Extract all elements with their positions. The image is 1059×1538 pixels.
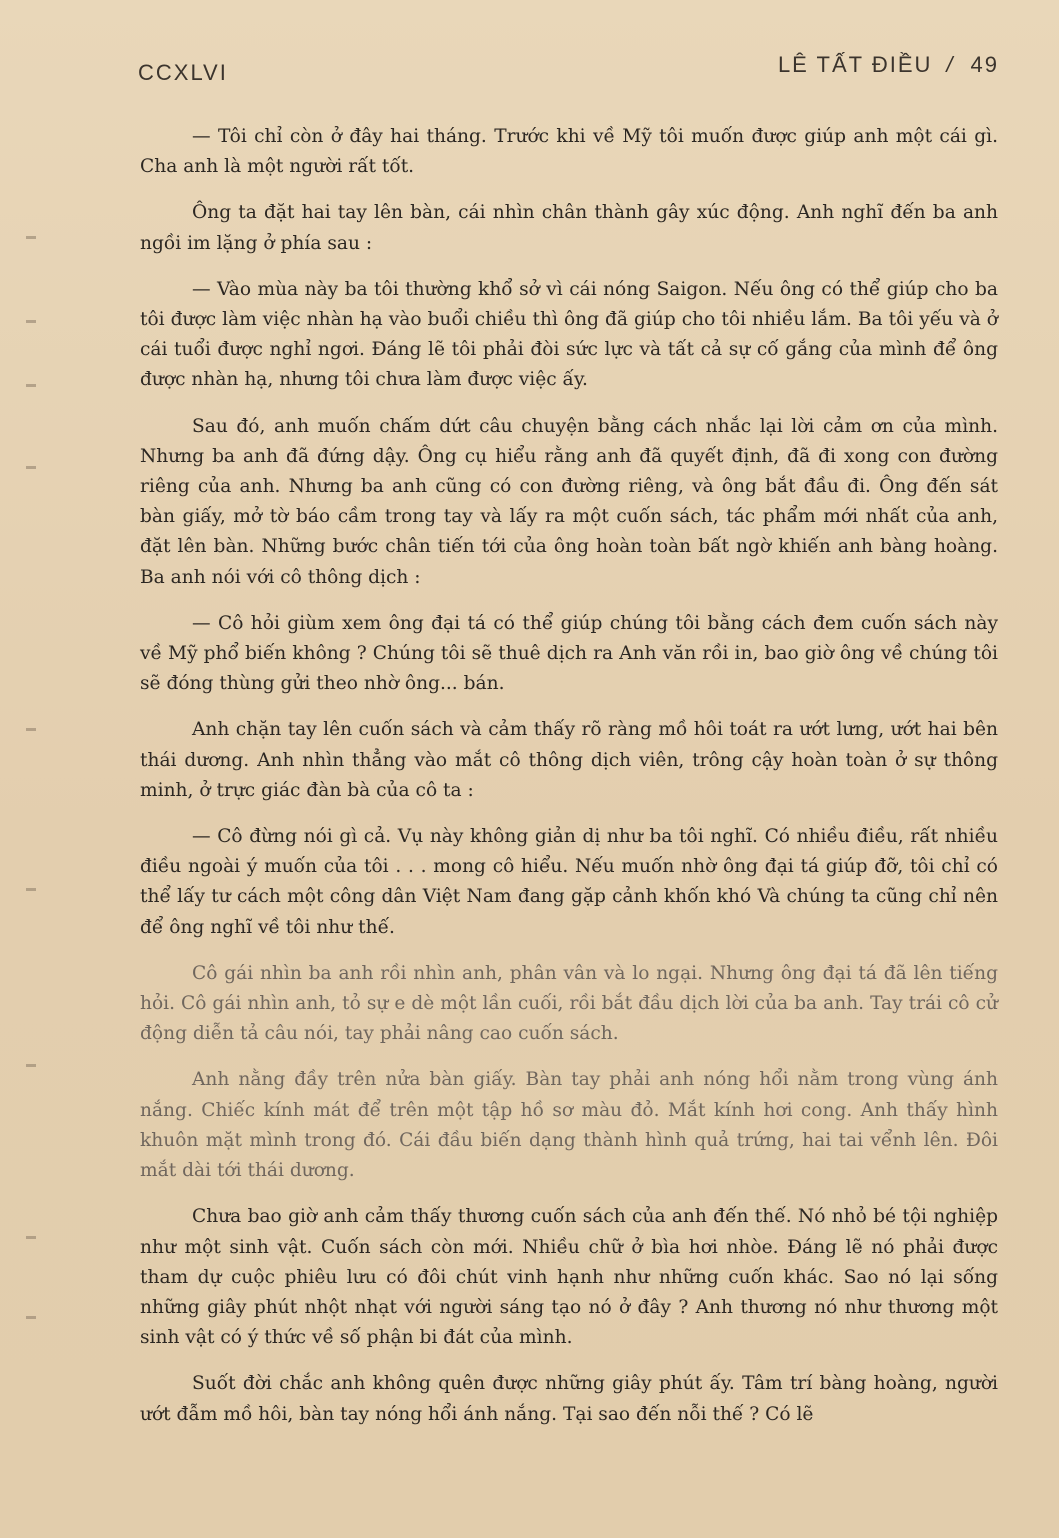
paragraph: — Vào mùa này ba tôi thường khổ sở vì cái nóng Saigon. Nếu ông có thể giúp cho ba tôi được làm việc nhàn hạ vào buổi chiều thì ông đã giúp cho tôi nhiều lắm. Ba tôi yếu và ở cái tuổi được nghỉ ngơi. Đáng lẽ tôi phải đòi sức lực và tất cả sự cố gắng của mình để ông được nhàn hạ, nhưng tôi chưa làm được việc ấy. <box>140 278 998 391</box>
author-name: LÊ TẤT ĐIỀU <box>777 52 933 77</box>
page-edge-mark <box>26 728 36 731</box>
paragraph: — Cô đừng nói gì cả. Vụ này không giản dị như ba tôi nghĩ. Có nhiều điều, rất nhiều điều ngoài ý muốn của tôi . . . mong cô hiểu. Nếu muốn nhờ ông đại tá giúp đỡ, tôi chỉ có thể lấy tư cách một công dân Việt Nam đang gặp cảnh khốn khó Và chúng ta cũng chỉ nên để ông nghĩ về tôi như thế. <box>140 826 998 938</box>
paragraph: Anh nằng đầy trên nửa bàn giấy. Bàn tay phải anh nóng hổi nằm trong vùng ánh nắng. Chiếc kính mát để trên một tập hồ sơ màu đỏ. Mắt kính hơi cong. Anh thấy hình khuôn mặt mình trong đó. Cái đầu biến dạng thành hình quả trứng, hai tai vểnh lên. Đôi mắt dài tới thái dương. <box>140 1069 998 1182</box>
body-text <box>140 122 998 1446</box>
paragraph: — Tôi chỉ còn ở đây hai tháng. Trước khi về Mỹ tôi muốn được giúp anh một cái gì. Cha anh là một người rất tốt. <box>140 126 998 178</box>
paragraph: — Cô hỏi giùm xem ông đại tá có thể giúp chúng tôi bằng cách đem cuốn sách này về Mỹ phổ biến không ? Chúng tôi sẽ thuê dịch ra Anh văn rồi in, bao giờ ông về chúng tôi sẽ đóng thùng gửi theo nhờ ông... bán. <box>140 612 998 695</box>
page-edge-mark <box>26 466 36 469</box>
paragraph: Anh chặn tay lên cuốn sách và cảm thấy rõ ràng mồ hôi toát ra ướt lưng, ướt hai bên thái dương. Anh nhìn thẳng vào mắt cô thông dịch viên, trông cậy hoàn toàn ở sự thông minh, ở trực giác đàn bà của cô ta : <box>140 719 998 801</box>
paragraph: Suốt đời chắc anh không quên được những giây phút ấy. Tâm trí bàng hoàng, người ướt đẫm mồ hôi, bàn tay nóng hổi ánh nắng. Tại sao đến nỗi thế ? Có lẽ <box>140 1373 998 1425</box>
page-edge-mark <box>26 1316 36 1319</box>
page-edge-mark <box>26 236 36 239</box>
paragraph: Chưa bao giờ anh cảm thấy thương cuốn sách của anh đến thế. Nó nhỏ bé tội nghiệp như một sinh vật. Cuốn sách còn mới. Nhiều chữ ở bìa hơi nhòe. Đáng lẽ nó phải được tham dự cuộc phiêu lưu có đôi chút vinh hạnh như những cuốn khác. Sao nó lại sống những giây phút nhột nhạt với người sáng tạo nó ở đây ? Anh thương nó như thương một sinh vật có ý thức về số phận bi đát của mình. <box>140 1206 998 1349</box>
page-edge-mark <box>26 1236 36 1239</box>
page-number: 49 <box>970 52 999 77</box>
header-right <box>778 52 999 78</box>
paragraph: Sau đó, anh muốn chấm dứt câu chuyện bằng cách nhắc lại lời cảm ơn của mình. Nhưng ba anh đã đứng dậy. Ông cụ hiểu rằng anh đã quyết định, đã đi xong con đường riêng của anh. Nhưng ba anh cũng có con đường riêng, và ông bắt đầu đi. Ông đến sát bàn giấy, mở tờ báo cầm trong tay và lấy ra một cuốn sách, tác phẩm mới nhất của anh, đặt lên bàn. Những bước chân tiến tới của ông hoàn toàn bất ngờ khiến anh bàng hoàng. Ba anh nói với cô thông dịch : <box>140 415 998 588</box>
section-number: CCXLVI <box>138 60 228 85</box>
page-edge-mark <box>26 1064 36 1067</box>
page-edge-mark <box>26 384 36 387</box>
paragraph: Ông ta đặt hai tay lên bàn, cái nhìn chân thành gây xúc động. Anh nghĩ đến ba anh ngồi im lặng ở phía sau : <box>140 202 998 254</box>
paragraph: Cô gái nhìn ba anh rồi nhìn anh, phân vân và lo ngại. Nhưng ông đại tá đã lên tiếng hỏi. Cô gái nhìn anh, tỏ sự e dè một lần cuối, rồi bắt đầu dịch lời của ba anh. Tay trái cô cử động diễn tả câu nói, tay phải nâng cao cuốn sách. <box>140 962 998 1045</box>
page-edge-mark <box>26 888 36 891</box>
running-header <box>138 52 999 86</box>
header-separator: / <box>946 52 955 77</box>
page-edge-mark <box>26 320 36 323</box>
